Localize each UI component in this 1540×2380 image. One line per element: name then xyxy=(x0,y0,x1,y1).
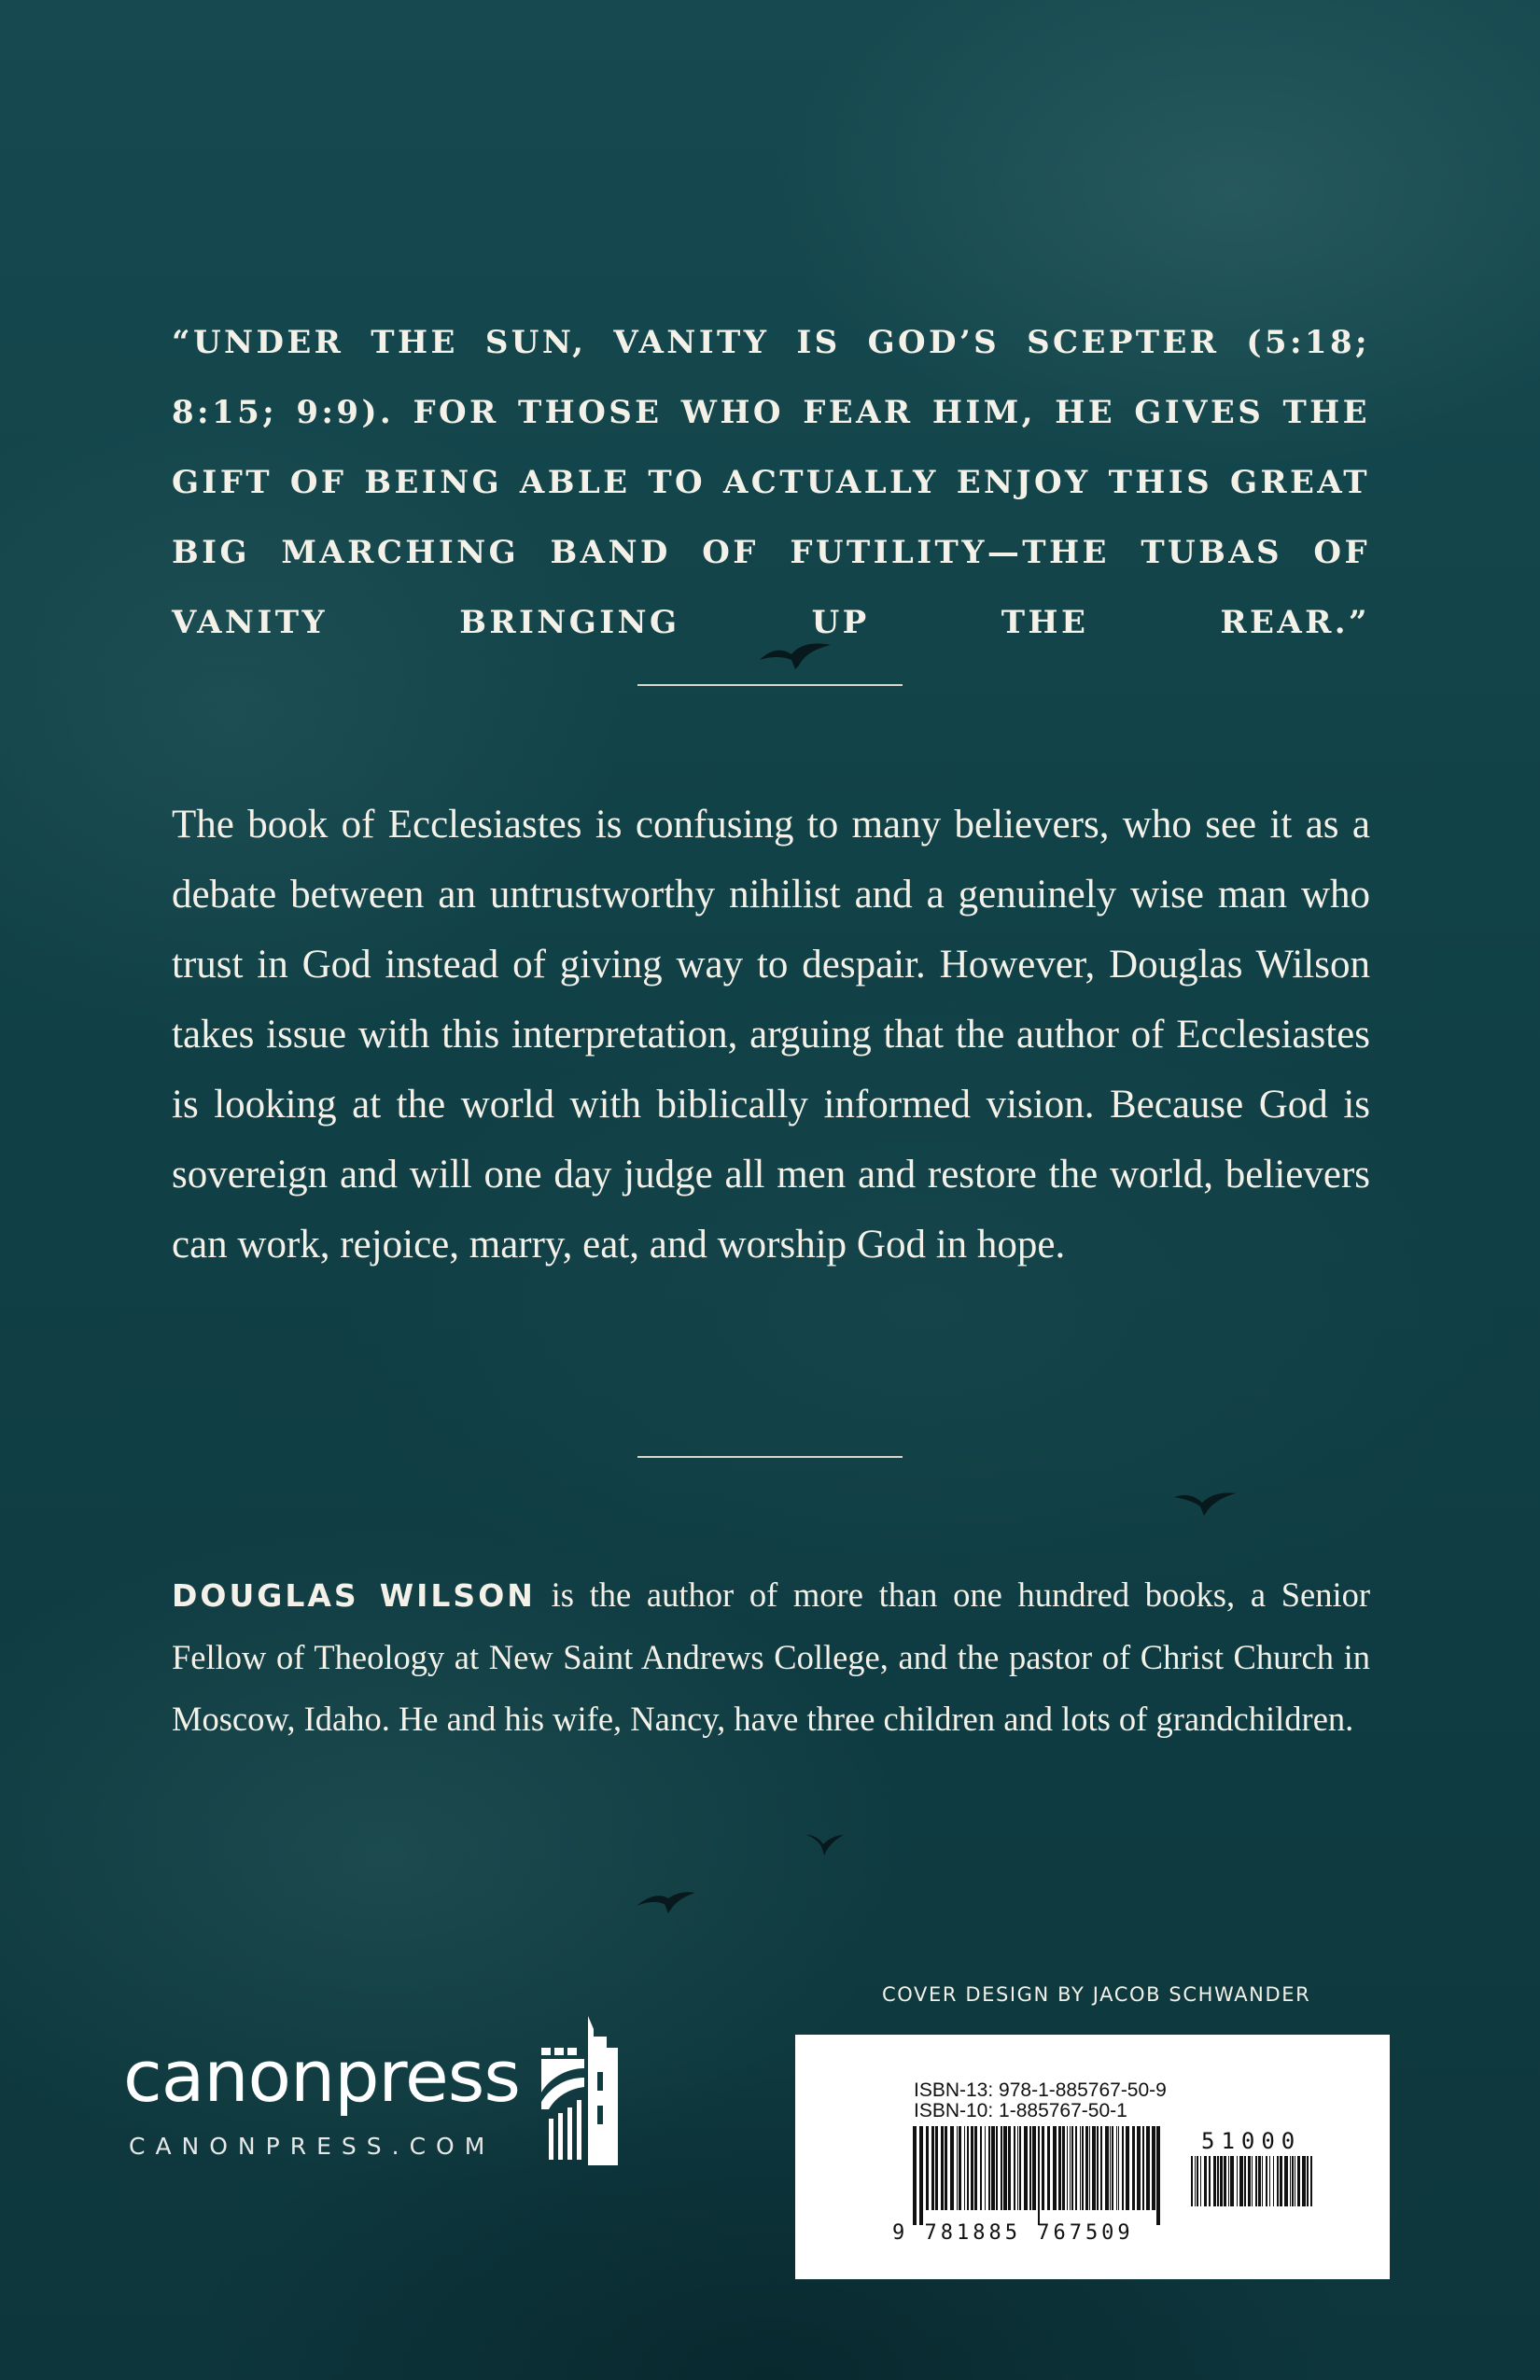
barcode-box xyxy=(795,2035,1390,2279)
bird-icon xyxy=(1172,1486,1238,1519)
divider-top xyxy=(637,684,903,686)
bird-icon xyxy=(805,1829,846,1857)
price-barcode-bars xyxy=(1191,2156,1317,2208)
pull-quote: “UNDER THE SUN, VANITY IS GOD’S SCEPTER (5:18; 8:15; 9:9). FOR THOSE WHO FEAR HIM, HE GIVES THE GIFT OF BEING ABLE TO ACTUALLY ENJOY THIS GREAT BIG MARCHING BAND OF FUTILITY—THE TUBAS OF VANITY BRINGING UP THE REAR.” xyxy=(172,324,1370,641)
church-tower-icon xyxy=(541,2016,621,2165)
book-description: The book of Ecclesiastes is confusing to many believers, who see it as a debate between an untrustworthy nihilist and a genuinely wise man who trust in God instead of giving way to despair. However, Douglas Wilson takes issue with this interpretation, arguing that the author of Ecclesiastes is looking at the world with biblically informed vision. Because God is sovereign and will one day judge all men and restore the world, believers can work, rejoice, marry, eat, and worship God in hope. xyxy=(172,803,1370,1267)
isbn-13: ISBN-13: 978-1-885767-50-9 xyxy=(914,2079,1167,2101)
author-bio-text: is the author of more than one hundred books, a Senior Fellow of Theology at New Saint Andrews College, and the pastor of Christ Church in Moscow, Idaho. He and his wife, Nancy, have three children and lots of grandchildren. xyxy=(172,1575,1371,1738)
barcode-digits: 9 781885 767509 xyxy=(892,2221,1134,2245)
bird-icon xyxy=(758,637,833,675)
price-code: 51000 xyxy=(1201,2128,1302,2154)
divider-middle xyxy=(637,1456,903,1458)
publisher-url: CANONPRESS.COM xyxy=(129,2133,496,2160)
cover-design-credit: COVER DESIGN BY JACOB SCHWANDER xyxy=(882,1983,1311,2006)
author-name: DOUGLAS WILSON xyxy=(172,1577,536,1614)
publisher-name: canonpress xyxy=(123,2035,520,2118)
barcode-bars xyxy=(913,2126,1165,2225)
author-bio xyxy=(172,1564,1370,1750)
isbn-10: ISBN-10: 1-885767-50-1 xyxy=(914,2100,1127,2121)
bird-icon xyxy=(635,1887,696,1915)
